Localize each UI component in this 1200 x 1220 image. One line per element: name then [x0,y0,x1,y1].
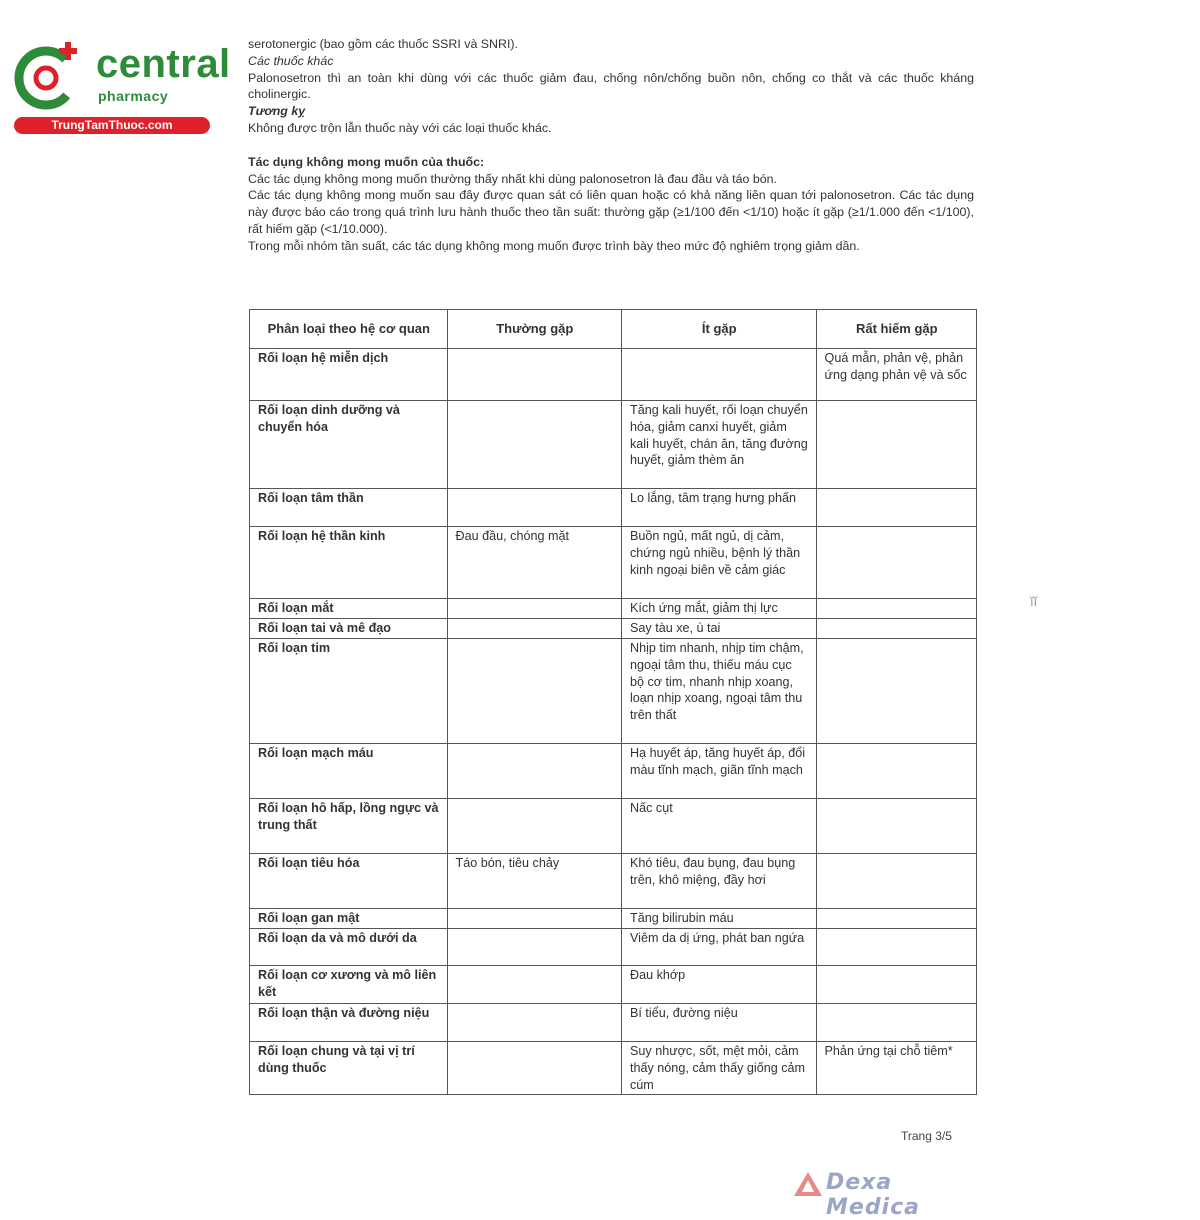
document-body [248,36,974,255]
logo-subtitle: pharmacy [98,88,169,104]
uncommon-cell: Tăng kali huyết, rối loạn chuyển hóa, giảm canxi huyết, giảm kali huyết, chán ăn, tăng đường huyết, giảm thèm ăn [622,401,817,489]
text-line-serotonergic: serotonergic (bao gồm các thuốc SSRI và SNRI). [248,37,518,51]
table-row [250,799,977,854]
organ-class-cell: Rối loạn da và mô dưới da [250,929,448,966]
table-row [250,489,977,527]
incompatibility-paragraph: Không được trộn lẫn thuốc này với các loại thuốc khác. [248,120,552,135]
adverse-effects-paragraph-1: Các tác dụng không mong muốn thường thấy nhất khi dùng palonosetron là đau đầu và táo bón. [248,171,777,186]
table-row [250,854,977,909]
very-rare-cell [816,639,976,744]
incompatibility-heading: Tương kỵ [248,104,306,119]
other-drugs-heading: Các thuốc khác [248,53,334,68]
organ-class-cell: Rối loạn hệ miễn dịch [250,349,448,401]
logo-wordmark: central [96,42,231,86]
common-cell [447,599,621,619]
page-number: Trang 3/5 [901,1129,952,1143]
uncommon-cell: Say tàu xe, ù tai [622,619,817,639]
common-cell [447,349,621,401]
header-organ-class: Phân loại theo hệ cơ quan [250,310,448,349]
common-cell: Táo bón, tiêu chảy [447,854,621,909]
common-cell [447,966,621,1004]
table-row [250,401,977,489]
header-very-rare: Rất hiếm gặp [816,310,976,349]
common-cell [447,1042,621,1095]
very-rare-cell [816,854,976,909]
uncommon-cell: Suy nhược, sốt, mệt mỏi, cảm thấy nóng, cảm thấy giống cảm cúm [622,1042,817,1095]
adverse-effects-paragraph-2: Các tác dụng không mong muốn sau đây được quan sát có liên quan hoặc có khả năng liên quan tới palonosetron. Các tác dụng này được báo cáo trong quá trình lưu hành thuốc theo tần suất: thường gặp (≥1/100 đến <1/10) hoặc ít gặp (≥1/1.000 đến <1/100), rất hiếm gặp (<1/10.000). [248,188,974,236]
organ-class-cell: Rối loạn mạch máu [250,744,448,799]
very-rare-cell [816,744,976,799]
dexa-medica-logo [790,1168,960,1220]
very-rare-cell [816,489,976,527]
table-row [250,1004,977,1042]
organ-class-cell: Rối loạn tâm thần [250,489,448,527]
pharmacy-logo[interactable] [10,38,231,138]
table-row [250,744,977,799]
organ-class-cell: Rối loạn mắt [250,599,448,619]
organ-class-cell: Rối loạn chung và tại vị trí dùng thuốc [250,1042,448,1095]
organ-class-cell: Rối loạn hô hấp, lồng ngực và trung thất [250,799,448,854]
organ-class-cell: Rối loạn tiêu hóa [250,854,448,909]
organ-class-cell: Rối loạn cơ xương và mô liên kết [250,966,448,1004]
table-header-row [250,310,977,349]
adverse-effects-paragraph-3: Trong mỗi nhóm tần suất, các tác dụng không mong muốn được trình bày theo mức độ nghiêm trọng giảm dần. [248,238,860,253]
uncommon-cell: Viêm da dị ứng, phát ban ngứa [622,929,817,966]
very-rare-cell [816,966,976,1004]
header-uncommon: Ít gặp [622,310,817,349]
organ-class-cell: Rối loạn tim [250,639,448,744]
table-row [250,929,977,966]
uncommon-cell: Tăng bilirubin máu [622,909,817,929]
very-rare-cell [816,527,976,599]
uncommon-cell: Khó tiêu, đau bụng, đau bụng trên, khô miệng, đầy hơi [622,854,817,909]
very-rare-cell [816,619,976,639]
very-rare-cell [816,799,976,854]
uncommon-cell: Hạ huyết áp, tăng huyết áp, đổi màu tĩnh mạch, giãn tĩnh mạch [622,744,817,799]
organ-class-cell: Rối loạn thận và đường niệu [250,1004,448,1042]
uncommon-cell: Đau khớp [622,966,817,1004]
table-row [250,599,977,619]
table-row [250,349,977,401]
header-common: Thường gặp [447,310,621,349]
table-row [250,966,977,1004]
common-cell [447,639,621,744]
very-rare-cell [816,599,976,619]
uncommon-cell [622,349,817,401]
table-row [250,527,977,599]
organ-class-cell: Rối loạn hệ thần kinh [250,527,448,599]
dexa-triangle-inner [802,1180,814,1192]
margin-scan-mark: ĭĭ [1030,594,1038,609]
common-cell [447,799,621,854]
organ-class-cell: Rối loạn dinh dưỡng và chuyển hóa [250,401,448,489]
very-rare-cell [816,1004,976,1042]
table-row [250,639,977,744]
uncommon-cell: Kích ứng mắt, giảm thị lực [622,599,817,619]
dexa-medica-wordmark: Dexa Medica [826,1170,920,1220]
common-cell [447,401,621,489]
common-cell [447,619,621,639]
very-rare-cell: Phản ứng tại chỗ tiêm* [816,1042,976,1095]
table-row [250,1042,977,1095]
organ-class-cell: Rối loạn gan mật [250,909,448,929]
very-rare-cell [816,401,976,489]
common-cell [447,929,621,966]
very-rare-cell [816,929,976,966]
common-cell [447,489,621,527]
table-body [250,349,977,1095]
uncommon-cell: Nhịp tim nhanh, nhịp tim chậm, ngoại tâm thu, thiếu máu cục bộ cơ tim, nhanh nhịp xoang, loạn nhịp xoang, ngoại tâm thu trên thất [622,639,817,744]
adverse-effects-table [249,309,977,1095]
table-row [250,619,977,639]
uncommon-cell: Bí tiểu, đường niệu [622,1004,817,1042]
uncommon-cell: Nấc cụt [622,799,817,854]
uncommon-cell: Buồn ngủ, mất ngủ, dị cảm, chứng ngủ nhiều, bệnh lý thần kinh ngoại biên về cảm giác [622,527,817,599]
adverse-effects-heading: Tác dụng không mong muốn của thuốc: [248,154,485,169]
common-cell [447,744,621,799]
common-cell: Đau đầu, chóng mặt [447,527,621,599]
central-pharmacy-logo-icon [10,38,88,116]
uncommon-cell: Lo lắng, tâm trạng hưng phấn [622,489,817,527]
table-row [250,909,977,929]
organ-class-cell: Rối loạn tai và mê đạo [250,619,448,639]
other-drugs-paragraph: Palonosetron thì an toàn khi dùng với các thuốc giảm đau, chống nôn/chống buồn nôn, chống co thắt và các thuốc kháng cholinergic. [248,70,974,102]
very-rare-cell [816,909,976,929]
common-cell [447,909,621,929]
very-rare-cell: Quá mẫn, phản vệ, phản ứng dạng phản vệ và sốc [816,349,976,401]
common-cell [447,1004,621,1042]
logo-website-bar[interactable]: TrungTamThuoc.com [14,117,210,134]
